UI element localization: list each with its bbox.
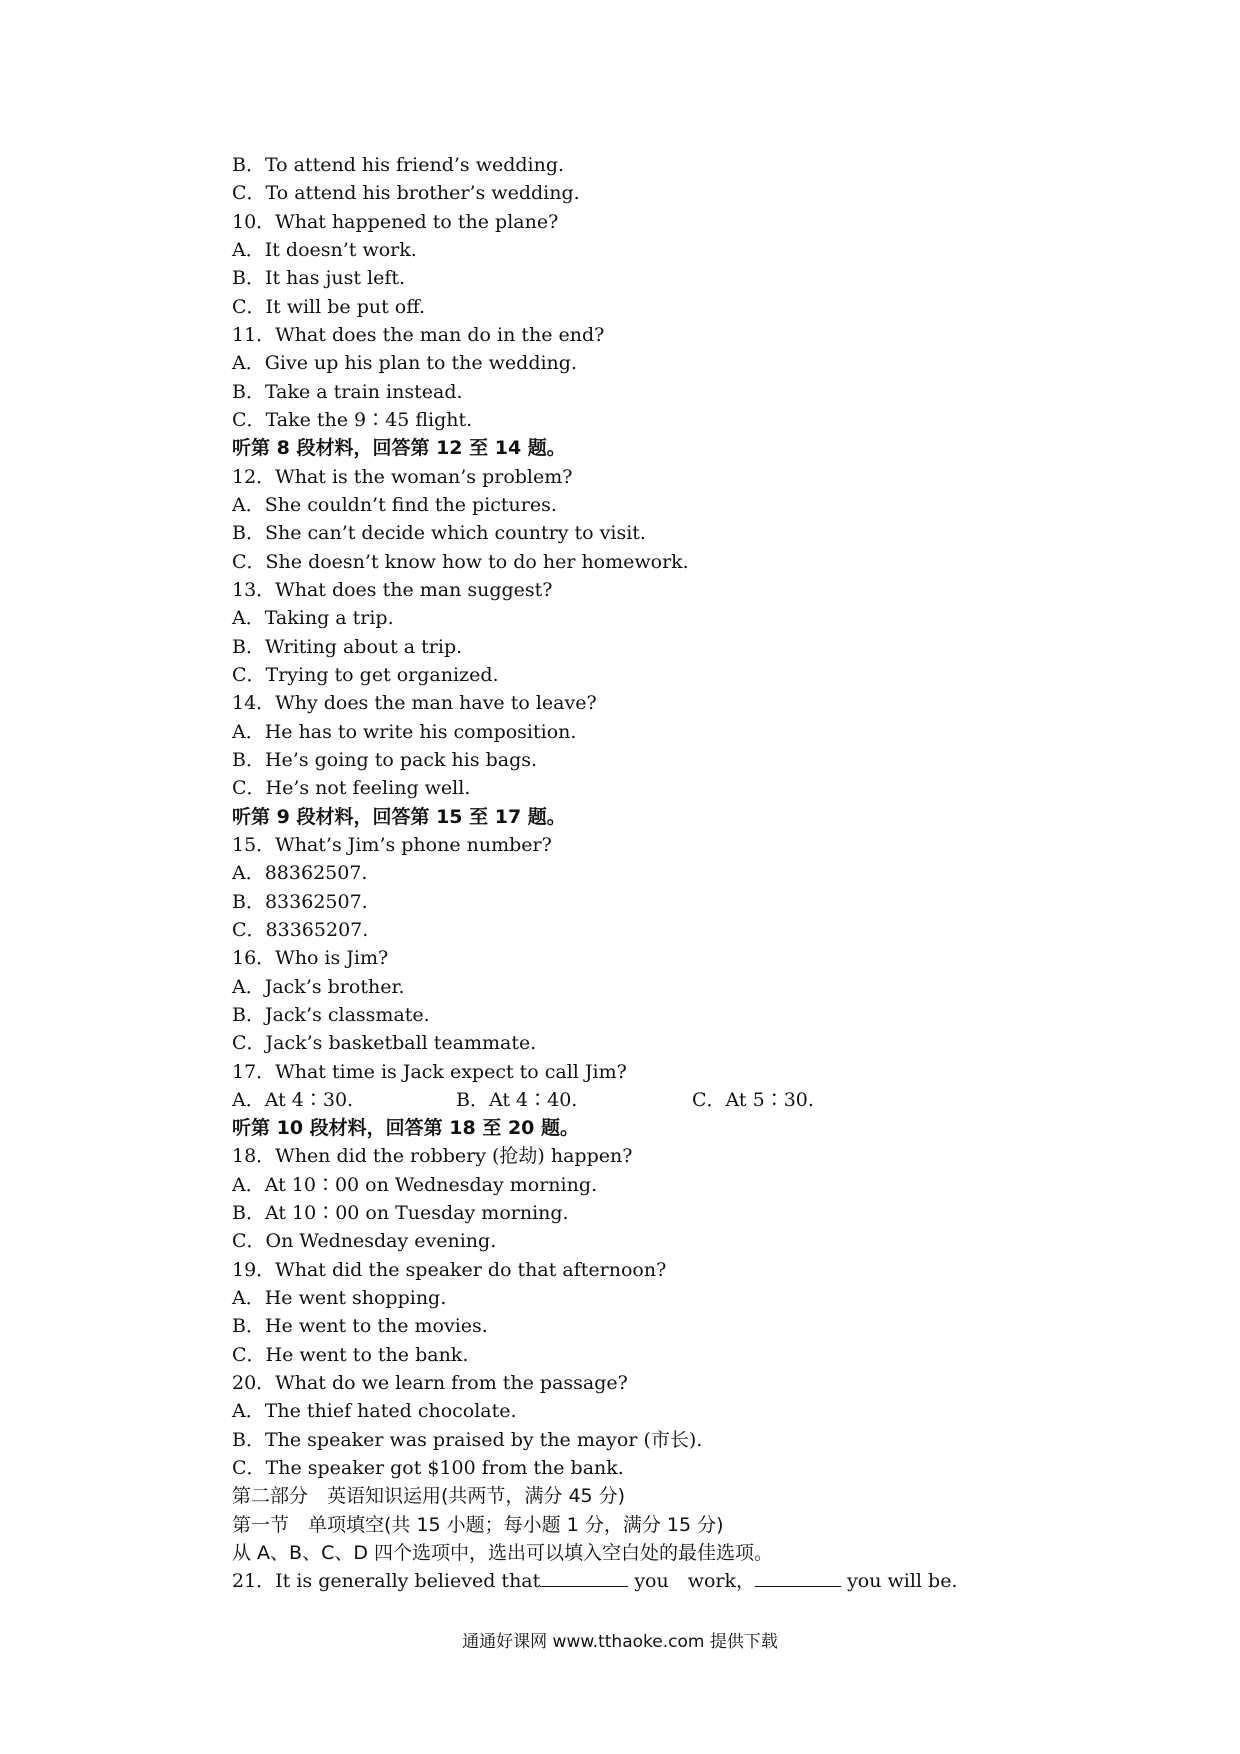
question-text: 18．When did the robbery (抢劫) happen? <box>232 1145 633 1168</box>
answer-option: C．83365207. <box>232 918 369 941</box>
options-row <box>232 1086 1232 1114</box>
answer-option: C．She doesn’t know how to do her homework. <box>232 550 689 573</box>
answer-option: A．He went shopping. <box>232 1287 447 1310</box>
answer-option: A．The thief hated chocolate. <box>232 1400 517 1423</box>
question-text-part: you work， <box>628 1570 756 1593</box>
question-text: 15．What’s Jim’s phone number? <box>232 833 552 856</box>
question-text: 14．Why does the man have to leave? <box>232 692 597 715</box>
answer-option: B．At 10∶00 on Tuesday morning. <box>232 1202 569 1225</box>
listening-section-heading: 听第 8 段材料，回答第 12 至 14 题。 <box>232 437 566 460</box>
answer-option: C．To attend his brother’s wedding. <box>232 182 580 205</box>
answer-option: A．It doesn’t work. <box>232 238 417 261</box>
answer-blank <box>755 1568 841 1587</box>
listening-section-heading: 听第 9 段材料，回答第 15 至 17 题。 <box>232 805 566 828</box>
answer-option: C．It will be put off. <box>232 295 426 318</box>
answer-option: B．He went to the movies. <box>232 1315 488 1338</box>
question-text: 10．What happened to the plane? <box>232 210 559 233</box>
answer-option: A．88362507. <box>232 862 368 885</box>
question-text: 20．What do we learn from the passage? <box>232 1372 628 1395</box>
part-instruction: 从 A、B、C、D 四个选项中，选出可以填入空白处的最佳选项。 <box>232 1542 774 1565</box>
question-text-part: you will be. <box>841 1570 958 1593</box>
question-text: 17．What time is Jack expect to call Jim? <box>232 1060 627 1083</box>
question-text-part: 21．It is generally believed that <box>232 1570 541 1593</box>
answer-option: A．Jack’s brother. <box>232 975 405 998</box>
answer-option: A．She couldn’t find the pictures. <box>232 493 557 516</box>
page-footer: 通通好课网 www.tthaoke.com 提供下载 <box>462 1632 778 1652</box>
part-instruction: 第二部分 英语知识运用(共两节，满分 45 分) <box>232 1485 626 1508</box>
answer-option: B．He’s going to pack his bags. <box>232 748 538 771</box>
question-text: 12．What is the woman’s problem? <box>232 465 573 488</box>
part-instruction: 第一节 单项填空(共 15 小题；每小题 1 分，满分 15 分) <box>232 1513 724 1536</box>
fill-blank-question <box>232 1567 1232 1595</box>
answer-option: B．Writing about a trip. <box>232 635 463 658</box>
question-text: 13．What does the man suggest? <box>232 578 553 601</box>
answer-option: A．He has to write his composition. <box>232 720 577 743</box>
answer-option: C．The speaker got $100 from the bank. <box>232 1457 624 1480</box>
answer-option: B．Take a train instead. <box>232 380 463 403</box>
answer-option: C．On Wednesday evening. <box>232 1230 497 1253</box>
answer-option: C．Trying to get organized. <box>232 663 499 686</box>
answer-option: B．83362507. <box>232 890 368 913</box>
answer-option: A．Taking a trip. <box>232 607 394 630</box>
answer-option: B．The speaker was praised by the mayor (市长). <box>232 1428 703 1451</box>
answer-option: A．Give up his plan to the wedding. <box>232 352 577 375</box>
answer-blank <box>540 1568 628 1587</box>
answer-option: A．At 10∶00 on Wednesday morning. <box>232 1173 598 1196</box>
answer-option: C．Jack’s basketball teammate. <box>232 1032 537 1055</box>
listening-section-heading: 听第 10 段材料，回答第 18 至 20 题。 <box>232 1117 580 1140</box>
answer-option: B．She can’t decide which country to visit. <box>232 522 646 545</box>
answer-option: C．He’s not feeling well. <box>232 777 471 800</box>
question-text: 11．What does the man do in the end? <box>232 323 605 346</box>
answer-option: A．At 4∶30. <box>232 1088 354 1111</box>
answer-option: C．At 5∶30. <box>692 1088 814 1111</box>
answer-option: C．Take the 9∶45 flight. <box>232 408 473 431</box>
answer-option: C．He went to the bank. <box>232 1343 469 1366</box>
answer-option: B．To attend his friend’s wedding. <box>232 154 565 176</box>
answer-option: B．Jack’s classmate. <box>232 1003 430 1026</box>
question-text: 16．Who is Jim? <box>232 947 389 970</box>
answer-option: B．At 4∶40. <box>456 1088 578 1111</box>
exam-text <box>232 151 1232 1596</box>
answer-option: B．It has just left. <box>232 267 406 290</box>
question-text: 19．What did the speaker do that afternoon? <box>232 1258 667 1281</box>
